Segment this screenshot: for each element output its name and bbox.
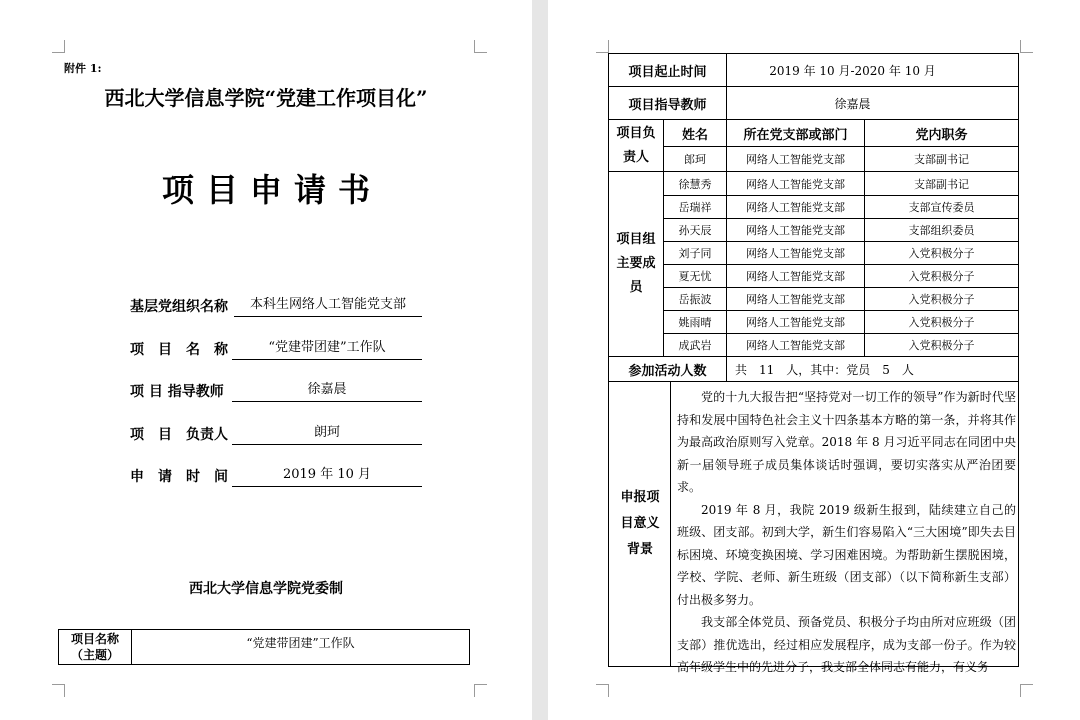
members-section-label: 项目组主要成员 — [616, 232, 656, 295]
advisor-label: 项目指导教师 — [628, 97, 707, 113]
member-role: 支部副书记 — [914, 177, 969, 191]
crop-mark — [52, 684, 65, 697]
field-label: 基层党组织名称 — [130, 299, 228, 315]
significance-label: 申报项目意义背景 — [620, 490, 660, 557]
crop-mark — [52, 40, 65, 53]
field-label: 项 目 负责人 — [130, 427, 228, 443]
summary-value: “党建带团建”工作队 — [246, 636, 355, 650]
crop-mark — [596, 40, 609, 53]
member-name: 夏无忧 — [678, 269, 712, 283]
leader-role: 支部副书记 — [914, 153, 969, 166]
advisor-value: 徐嘉晨 — [834, 96, 871, 111]
leader-name: 郎珂 — [684, 153, 706, 166]
member-name: 岳振波 — [678, 292, 712, 306]
document-title: 西北大学信息学院“党建工作项目化” — [104, 86, 428, 110]
member-role: 入党积极分子 — [908, 292, 975, 306]
field-value: 2019 年 10 月 — [232, 466, 422, 487]
member-name: 徐慧秀 — [678, 177, 712, 191]
header-dept: 所在党支部或部门 — [743, 127, 848, 143]
leader-dept: 网络人工智能党支部 — [746, 153, 845, 166]
member-dept: 网络人工智能党支部 — [746, 177, 845, 191]
summary-label: 项目名称 （主题） — [59, 630, 132, 665]
member-dept: 网络人工智能党支部 — [746, 246, 845, 260]
field-value: 本科生网络人工智能党支部 — [234, 296, 422, 317]
field-value: “党建带团建”工作队 — [232, 339, 422, 360]
member-role: 入党积极分子 — [908, 338, 975, 352]
project-summary-table — [58, 629, 470, 665]
significance-text — [671, 384, 1020, 674]
member-dept: 网络人工智能党支部 — [746, 223, 845, 237]
significance-paragraph: 2019 年 8 月，我院 2019 级新生报到，陆续建立自己的班级、团支部。初到大学，新生们容易陷入“三大困境”即失去目标困境、环境变换困境、学习困难困境。为帮助新生摆脱困境，学校、学院、老师、新生班级（团支部）（以下简称新生支部）付出极多努力。 — [677, 502, 1016, 607]
participants-label: 参加活动人数 — [628, 363, 707, 379]
document-page-left — [0, 0, 532, 720]
member-role: 入党积极分子 — [908, 315, 975, 329]
field-value: 朗珂 — [232, 424, 422, 445]
crop-mark — [596, 684, 609, 697]
attachment-label: 附件 1: — [64, 62, 102, 75]
crop-mark — [1020, 684, 1033, 697]
significance-paragraph: 我支部全体党员、预备党员、积极分子均由所对应班级（团支部）推优选出，经过相应发展程序，成为支部一份子。作为较高年级学生中的先进分子，我支部全体同志有能力，有义务 — [677, 615, 1016, 674]
member-dept: 网络人工智能党支部 — [746, 338, 845, 352]
member-role: 支部组织委员 — [908, 223, 975, 237]
crop-mark — [474, 684, 487, 697]
member-dept: 网络人工智能党支部 — [746, 269, 845, 283]
crop-mark — [474, 40, 487, 53]
field-label: 项 目 名 称 — [130, 342, 228, 358]
participants-value: 共 11 人，其中：党员 5 人 — [735, 362, 914, 377]
period-value: 2019 年 10 月-2020 年 10 月 — [769, 63, 936, 78]
document-subtitle: 项目申请书 — [161, 171, 382, 209]
member-name: 孙天辰 — [678, 223, 712, 237]
header-name: 姓名 — [681, 127, 708, 143]
crop-mark — [1020, 40, 1033, 53]
project-info-table — [608, 53, 1019, 674]
member-role: 支部宣传委员 — [908, 200, 975, 214]
member-name: 刘子同 — [678, 246, 712, 260]
leader-section-label: 项目负责人 — [616, 125, 656, 165]
field-value: 徐嘉晨 — [232, 381, 422, 402]
member-dept: 网络人工智能党支部 — [746, 315, 845, 329]
period-label: 项目起止时间 — [628, 64, 707, 80]
document-page-right — [548, 0, 1080, 720]
member-role: 入党积极分子 — [908, 246, 975, 260]
header-role: 党内职务 — [915, 127, 968, 143]
field-label: 申 请 时 间 — [130, 469, 228, 485]
significance-paragraph: 党的十九大报告把“坚持党对一切工作的领导”作为新时代坚持和发展中国特色社会主义十四条基本方略的第一条，并将其作为最高政治原则写入党章。2018 年 8 月习近平同志在同团中央新一届领导班子成员集体谈话时强调，要切实落实从严治团要求。 — [677, 390, 1016, 494]
field-label: 项 目 指导教师 — [130, 384, 224, 400]
member-role: 入党积极分子 — [908, 269, 975, 283]
member-name: 姚雨晴 — [678, 315, 712, 329]
member-dept: 网络人工智能党支部 — [746, 200, 845, 214]
issuing-committee: 西北大学信息学院党委制 — [189, 581, 343, 597]
member-name: 岳瑞祥 — [678, 200, 712, 214]
member-dept: 网络人工智能党支部 — [746, 292, 845, 306]
member-name: 成武岩 — [678, 338, 712, 352]
